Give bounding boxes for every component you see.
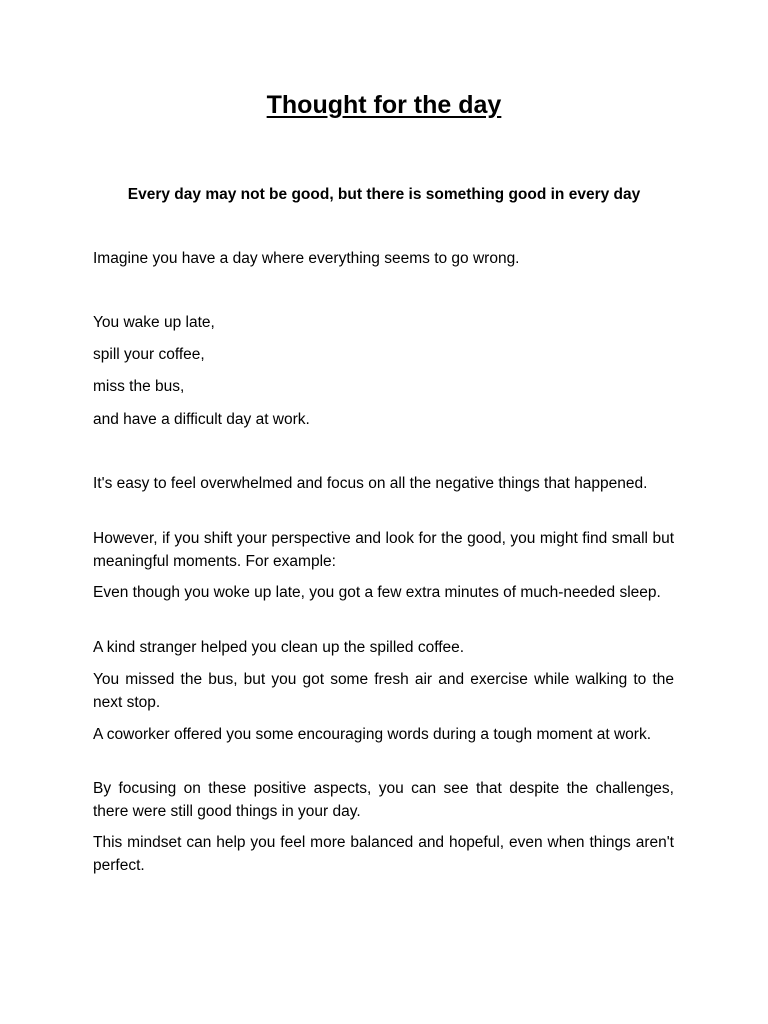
page-title: Thought for the day [266,91,502,119]
paragraph-mindset: This mindset can help you feel more balanced and hopeful, even when things aren't perfect. [93,834,674,874]
paragraph-coworker: A coworker offered you some encouraging words during a tough moment at work. [93,726,652,743]
list-line-coffee: spill your coffee, [93,346,205,363]
paragraph-focus: By focusing on these positive aspects, you can see that despite the challenges, there were still good things in your day. [93,780,674,820]
paragraph-bus: You missed the bus, but you got some fresh air and exercise while walking to the next stop. [93,671,674,711]
list-line-wake-up: You wake up late, [93,314,215,331]
page-subtitle: Every day may not be good, but there is something good in every day [127,186,641,203]
list-line-bus: miss the bus, [93,378,185,395]
list-line-work: and have a difficult day at work. [93,411,310,428]
paragraph-intro: Imagine you have a day where everything seems to go wrong. [93,250,520,267]
paragraph-stranger: A kind stranger helped you clean up the spilled coffee. [93,639,465,656]
paragraph-overwhelmed: It's easy to feel overwhelmed and focus on all the negative things that happened. [93,475,648,492]
paragraph-perspective: However, if you shift your perspective and look for the good, you might find small but meaningful moments. For example: [93,530,674,570]
paragraph-sleep: Even though you woke up late, you got a few extra minutes of much-needed sleep. [93,584,661,601]
